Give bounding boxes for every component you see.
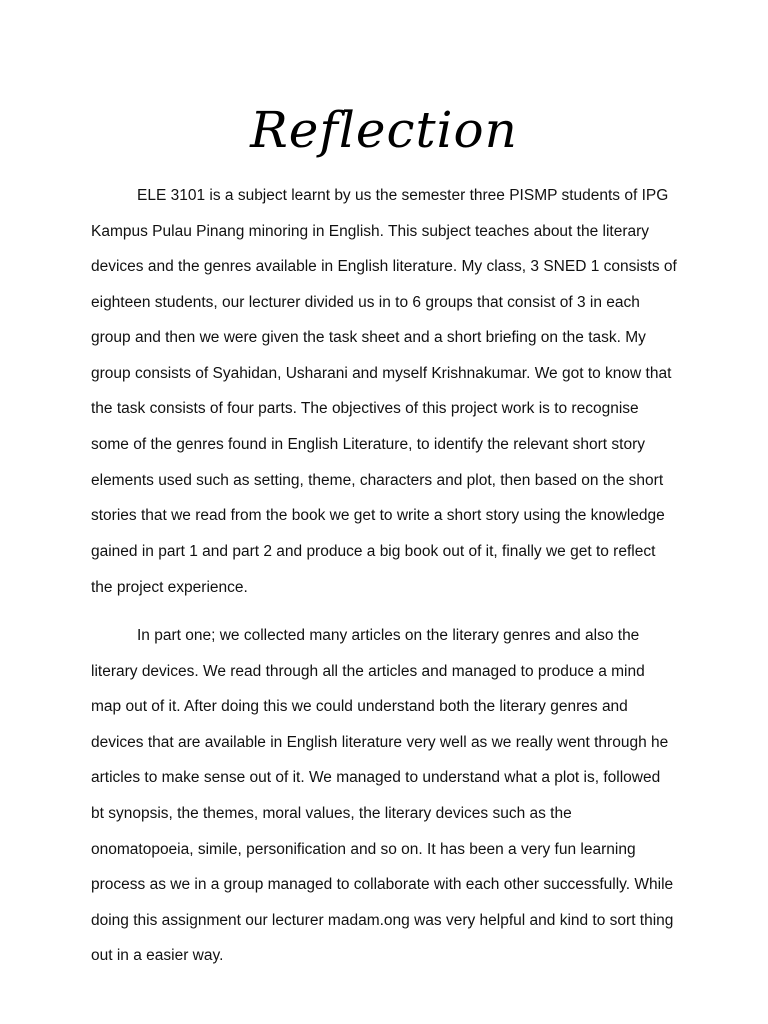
paragraph-1-line-6: group consists of Syahidan, Usharani and myself Krishnakumar. We got to know that [91, 365, 672, 382]
paragraph-1-line-9: elements used such as setting, theme, characters and plot, then based on the short [91, 472, 664, 489]
paragraph-1-line-4: eighteen students, our lecturer divided us in to 6 groups that consist of 3 in each [91, 294, 640, 311]
paragraph-1-line-8: some of the genres found in English Literature, to identify the relevant short story [91, 436, 646, 453]
paragraph-1-line-2: Kampus Pulau Pinang minoring in English. This subject teaches about the literary [91, 223, 650, 240]
paragraph-1-line-10: stories that we read from the book we get to write a short story using the knowledge [91, 507, 665, 524]
paragraph-2-line-1: In part one; we collected many articles on the literary genres and also the [137, 627, 640, 644]
paragraph-2-line-7: onomatopoeia, simile, personification and so on. It has been a very fun learning [91, 841, 636, 858]
paragraph-1-line-11: gained in part 1 and part 2 and produce a big book out of it, finally we get to reflect [91, 543, 656, 560]
paragraph-2-line-5: articles to make sense out of it. We managed to understand what a plot is, followed [91, 769, 661, 786]
paragraph-2-line-4: devices that are available in English literature very well as we really went through he [91, 734, 669, 751]
paragraph-1-line-12: the project experience. [91, 579, 248, 596]
paragraph-1-line-3: devices and the genres available in English literature. My class, 3 SNED 1 consists of [91, 258, 677, 275]
paragraph-2-line-8: process as we in a group managed to collaborate with each other successfully. While [91, 876, 674, 893]
paragraph-1-line-1: ELE 3101 is a subject learnt by us the semester three PISMP students of IPG [137, 187, 669, 204]
paragraph-2-line-6: bt synopsis, the themes, moral values, the literary devices such as the [91, 805, 572, 822]
paragraph-1-line-7: the task consists of four parts. The objectives of this project work is to recognise [91, 400, 639, 417]
paragraph-2-line-2: literary devices. We read through all the articles and managed to produce a mind [91, 663, 645, 680]
paragraph-2-line-3: map out of it. After doing this we could understand both the literary genres and [91, 698, 628, 715]
document-title: Reflection [250, 101, 518, 159]
paragraph-2-line-10: out in a easier way. [91, 947, 224, 964]
paragraph-1-line-5: group and then we were given the task sheet and a short briefing on the task. My [91, 329, 646, 346]
paragraph-2-line-9: doing this assignment our lecturer madam.ong was very helpful and kind to sort thing [91, 912, 674, 929]
